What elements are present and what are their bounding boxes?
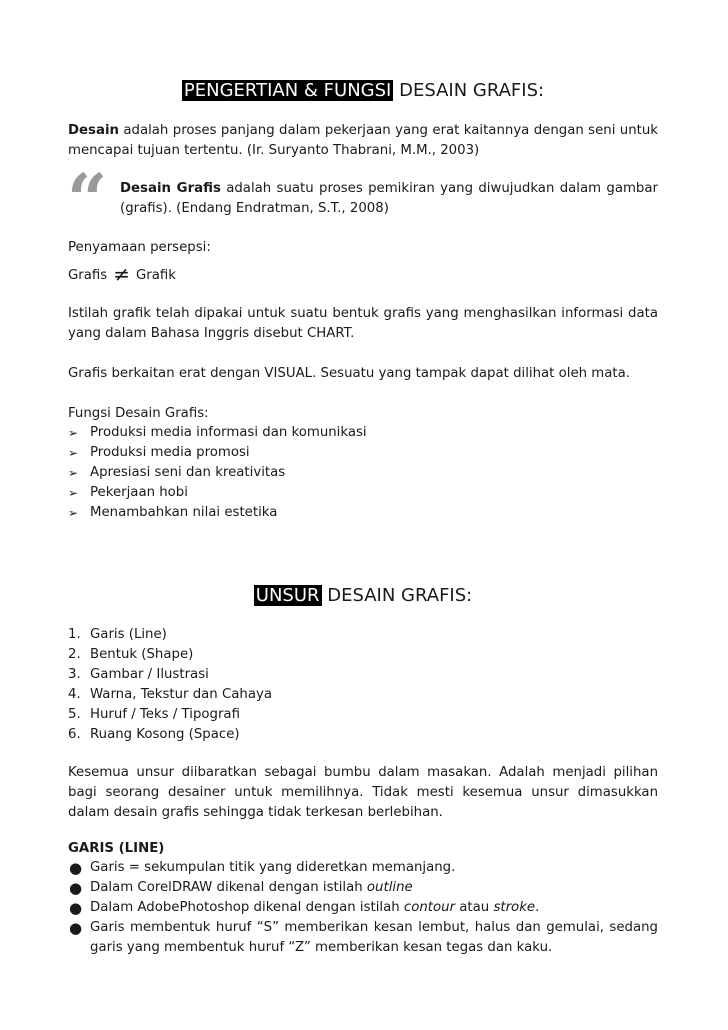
dot-bullet-icon: ● [69,899,83,917]
paragraph-kesemua-unsur: Kesemua unsur diibaratkan sebagai bumbu dalam masakan. Adalah menjadi pilihan bagi seorang desainer untuk memilihnya. Tidak mesti kesemua unsur dimasukkan dalam desain grafis sehingga tidak terkesan berlebihan. [68,765,658,820]
definition-desain [68,121,658,161]
dot-bullet-icon: ● [69,879,83,897]
list-item: ➢ Apresiasi seni dan kreativitas [68,463,658,483]
heading-rest: DESAIN GRAFIS: [321,585,473,606]
fungsi-label: Fungsi Desain Grafis: [68,406,209,421]
arrow-bullet-icon: ➢ [68,486,79,500]
arrow-bullet-icon: ➢ [68,466,79,480]
term-desain: Desain [68,123,119,138]
definition-desain-text: adalah proses panjang dalam pekerjaan yang erat kaitannya dengan seni untuk mencapai tujuan tertentu. (Ir. Suryanto Thabrani, M.M., 2003) [68,123,658,158]
list-item: 2. Bentuk (Shape) [68,647,194,662]
fungsi-list [68,423,658,523]
heading-rest: DESAIN GRAFIS: [393,80,545,101]
list-item: 4. Warna, Tekstur dan Cahaya [68,687,272,702]
list-item: 5. Huruf / Teks / Tipografi [68,707,240,722]
not-equal-icon: ≠ [113,262,130,286]
dot-bullet-icon: ● [69,859,83,877]
arrow-bullet-icon: ➢ [68,446,79,460]
persepsi-label: Penyamaan persepsi: [68,240,211,255]
list-item: ● Dalam CorelDRAW dikenal dengan istilah outline [69,879,413,897]
quote-mark-icon: “ [67,158,108,241]
heading-highlight: PENGERTIAN & FUNGSI [183,80,392,101]
garis-list [68,858,658,958]
paragraph-grafis-visual: Grafis berkaitan erat dengan VISUAL. Sesuatu yang tampak dapat dilihat oleh mata. [68,366,630,381]
list-item: ● Dalam AdobePhotoshop dikenal dengan istilah contour atau stroke. [69,899,540,917]
list-item: 1. Garis (Line) [68,627,167,642]
list-item: ➢ Menambahkan nilai estetika [68,503,658,523]
arrow-bullet-icon: ➢ [68,426,79,440]
definition-desain-grafis-text: adalah suatu proses pemikiran yang diwujudkan dalam gambar (grafis). (Endang Endratman, S.T., 2008) [120,181,658,216]
dot-bullet-icon: ● [69,919,83,937]
list-item: 6. Ruang Kosong (Space) [68,727,240,742]
quote-block [67,158,658,241]
list-item: ● Garis = sekumpulan titik yang dideretkan memanjang. [69,859,456,877]
persepsi-line [68,264,658,286]
list-item: ➢ Produksi media promosi [68,443,658,463]
definition-desain-grafis [120,179,658,219]
term-desain-grafis: Desain Grafis [120,181,221,196]
heading-highlight: UNSUR [255,585,320,606]
heading-garis: GARIS (LINE) [68,841,165,856]
arrow-bullet-icon: ➢ [68,506,79,520]
paragraph-grafik-chart: Istilah grafik telah dipakai untuk suatu bentuk grafis yang menghasilkan informasi data yang dalam Bahasa Inggris disebut CHART. [68,306,658,341]
list-item: ➢ Produksi media informasi dan komunikasi [68,423,658,443]
list-item: ● Garis membentuk huruf “S” memberikan kesan lembut, halus dan gemulai, sedang garis yang membentuk huruf “Z” memberikan kesan tegas dan kaku. [69,919,658,955]
list-item: ➢ Pekerjaan hobi [68,483,658,503]
list-item: 3. Gambar / Ilustrasi [68,667,209,682]
persepsi-left: Grafis [68,268,108,283]
heading-unsur [68,584,658,608]
persepsi-right: Grafik [136,268,176,283]
unsur-list [68,625,658,745]
heading-pengertian-fungsi [68,79,658,103]
